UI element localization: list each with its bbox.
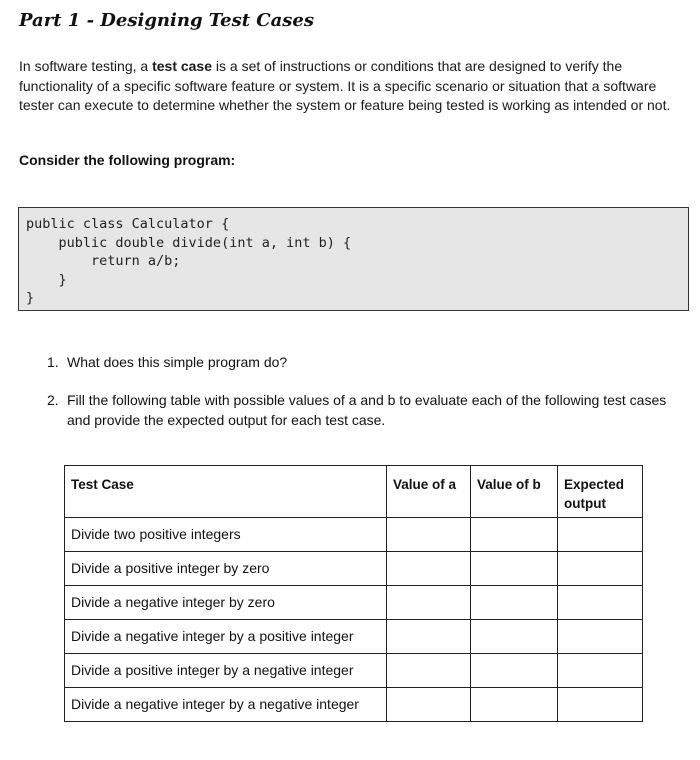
test-case-cell: Divide a negative integer by a positive integer [65,620,387,654]
value-a-cell[interactable] [387,518,471,552]
header-value-b: Value of b [471,466,558,518]
question-text: What does this simple program do? [67,354,288,370]
value-b-cell[interactable] [471,518,558,552]
question-number: 1. [47,354,59,370]
code-line: public double divide(int a, int b) { [26,234,352,251]
expected-output-cell[interactable] [558,518,643,552]
value-a-cell[interactable] [387,586,471,620]
value-a-cell[interactable] [387,552,471,586]
expected-output-cell[interactable] [558,654,643,688]
table-row [65,688,643,722]
value-b-cell[interactable] [471,654,558,688]
consider-heading: Consider the following program: [19,152,236,168]
expected-output-cell[interactable] [558,688,643,722]
question-text: Fill the following table with possible values of a and b to evaluate each of the following test cases and provide the expected output for each test case. [67,392,667,428]
table-row [65,518,643,552]
intro-text-end: is a set of instructions or conditions that are designed to verify the functionality of a specific software feature or system. It is a specific scenario or situation that a software tester can execute to determine whether the system or feature being tested is working as intended or not. [19,58,671,113]
test-case-cell: Divide two positive integers [65,518,387,552]
expected-output-cell[interactable] [558,620,643,654]
header-value-a: Value of a [387,466,471,518]
question-1 [47,353,667,373]
header-expected-output: Expected output [558,466,643,518]
code-line: } [26,290,35,306]
value-a-cell[interactable] [387,620,471,654]
test-case-cell: Divide a positive integer by a negative integer [65,654,387,688]
page-title: Part 1 - Designing Test Cases [19,10,314,31]
header-test-case: Test Case [65,466,387,518]
intro-term-test-case: test case [152,58,213,74]
value-b-cell[interactable] [471,586,558,620]
table-header-row [65,466,643,518]
intro-text-start: In software testing, a [19,58,153,74]
code-line: public class Calculator { [26,216,230,232]
table-row [65,620,643,654]
value-b-cell[interactable] [471,688,558,722]
test-case-cell: Divide a positive integer by zero [65,552,387,586]
value-a-cell[interactable] [387,688,471,722]
value-b-cell[interactable] [471,620,558,654]
code-line: return a/b; [26,253,181,269]
question-2 [47,391,667,430]
intro-paragraph [19,57,679,116]
test-case-table [64,465,643,722]
code-block [18,207,689,311]
code-line: } [26,271,67,288]
value-a-cell[interactable] [387,654,471,688]
value-b-cell[interactable] [471,552,558,586]
expected-output-cell[interactable] [558,552,643,586]
test-case-cell: Divide a negative integer by zero [65,586,387,620]
test-case-cell: Divide a negative integer by a negative integer [65,688,387,722]
question-number: 2. [47,392,59,408]
table-row [65,586,643,620]
expected-output-cell[interactable] [558,586,643,620]
table-row [65,654,643,688]
table-row [65,552,643,586]
